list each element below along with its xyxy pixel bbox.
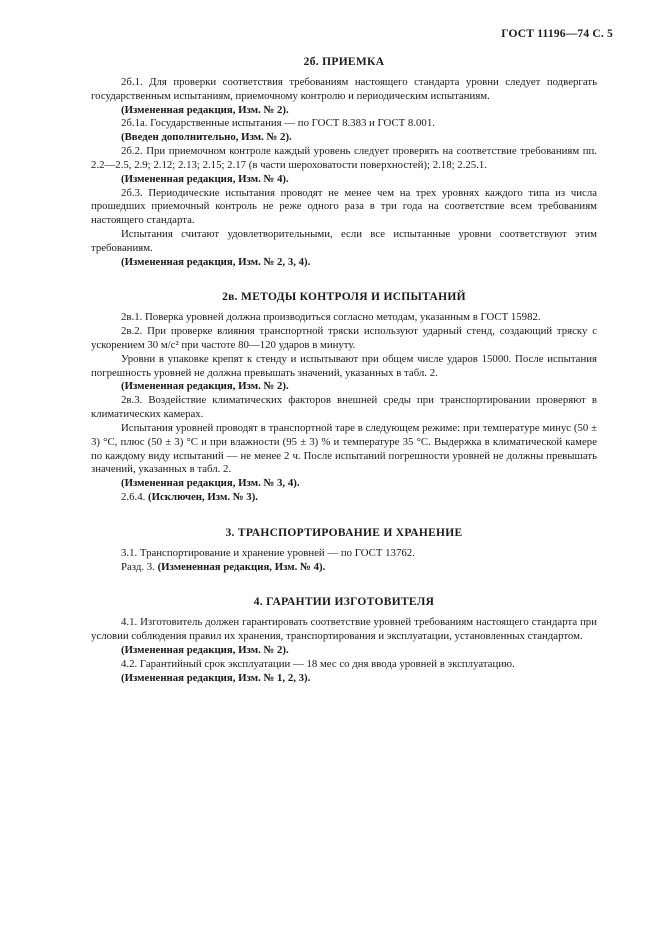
paragraph: Испытания уровней проводят в транспортной таре в следующем режиме: при температуре минус (50 ± 3) °С, плюс (50 ± 3) °С и при влажности (95 ± 3) % и температуре 35 °С. Выдержка в климатической камере по каждому виду испытаний — не менее 2 ч. После испытаний погрешности уровней не должны превышать значений, указанных в табл. 2. [91,421,597,476]
amendment-note: (Измененная редакция, Изм. № 2). [121,380,289,393]
section-transport-storage [91,527,597,575]
paragraph: Уровни в упаковке крепят к стенду и испытывают при общем числе ударов 15000. После испытания погрешность уровней не должна превышать значений, указанных в табл. 2. [91,352,597,379]
paragraph: 2б.1. Для проверки соответствия требованиям настоящего стандарта уровни следует подвергать государственным испытаниям, приемочному контролю и периодическим испытаниям. [91,76,597,102]
amendment-note: (Измененная редакция, Изм. № 4). [121,172,289,185]
section-acceptance [91,56,597,269]
amendment-note: (Измененная редакция, Изм. № 3, 4). [121,477,300,490]
section-heading: 2в. МЕТОДЫ КОНТРОЛЯ И ИСПЫТАНИЙ [222,291,466,304]
paragraph: 4.2. Гарантийный срок эксплуатации — 18 мес со дня ввода уровней в эксплуатацию. [121,657,515,670]
running-head: ГОСТ 11196—74 С. 5 [501,28,613,40]
paragraph: 2в.1. Поверка уровней должна производиться согласно методам, указанным в ГОСТ 15982. [121,311,541,324]
clause-status: (Исключен, Изм. № 3). [148,490,258,503]
section-status: (Измененная редакция, Изм. № 4). [157,560,326,573]
section-heading: 2б. ПРИЕМКА [303,56,385,68]
section-heading: 3. ТРАНСПОРТИРОВАНИЕ И ХРАНЕНИЕ [225,526,463,539]
section-heading: 4. ГАРАНТИИ ИЗГОТОВИТЕЛЯ [253,596,435,609]
paragraph: 2б.1а. Государственные испытания — по ГОСТ 8.383 и ГОСТ 8.001. [121,117,435,130]
amendment-note: (Введен дополнительно, Изм. № 2). [121,131,292,144]
paragraph: 2б.2. При приемочном контроле каждый уровень следует проверять на соответствие требованиям пп. 2.2—2.5, 2.9; 2.12; 2.13; 2.15; 2.17 (в части шероховатости поверхностей); 2.18; 2.25.1. [91,145,597,171]
paragraph: 3.1. Транспортирование и хранение уровней — по ГОСТ 13762. [121,546,415,559]
amendment-note: (Измененная редакция, Изм. № 2). [121,103,289,116]
paragraph: 2в.2. При проверке влияния транспортной тряски используют ударный стенд, создающий тряску с ускорением 30 м/с² при частоте 80—120 ударов в минуту. [91,325,597,351]
amendment-note: (Измененная редакция, Изм. № 1, 2, 3). [121,671,311,684]
paragraph: 4.1. Изготовитель должен гарантировать соответствие уровней требованиям настоящего стандарта при условии соблюдения правил их хранения, транспортирования и эксплуатации, установленных стандартом. [91,616,597,643]
excluded-clause-note [121,491,597,505]
section-ref: Разд. 3. [121,560,155,573]
section-manufacturer-warranty [91,596,597,685]
paragraph: Испытания считают удовлетворительными, если все испытанные уровни соответствуют этим требованиям. [91,227,597,254]
paragraph: 2в.3. Воздействие климатических факторов внешней среды при транспортировании проверяют в климатических камерах. [91,394,597,421]
amendment-note: (Измененная редакция, Изм. № 2). [121,644,289,656]
paragraph: 2б.3. Периодические испытания проводят не менее чем на трех уровнях каждого типа из числа прошедших приемочный контроль не реже одного раза в три года на соответствие всем требованиям настоящего стандарта. [91,186,597,227]
section-test-methods [91,291,597,504]
amendment-note: (Измененная редакция, Изм. № 2, 3, 4). [121,255,311,268]
section-amendment-note [121,561,597,575]
clause-number: 2.6.4. [121,490,146,503]
